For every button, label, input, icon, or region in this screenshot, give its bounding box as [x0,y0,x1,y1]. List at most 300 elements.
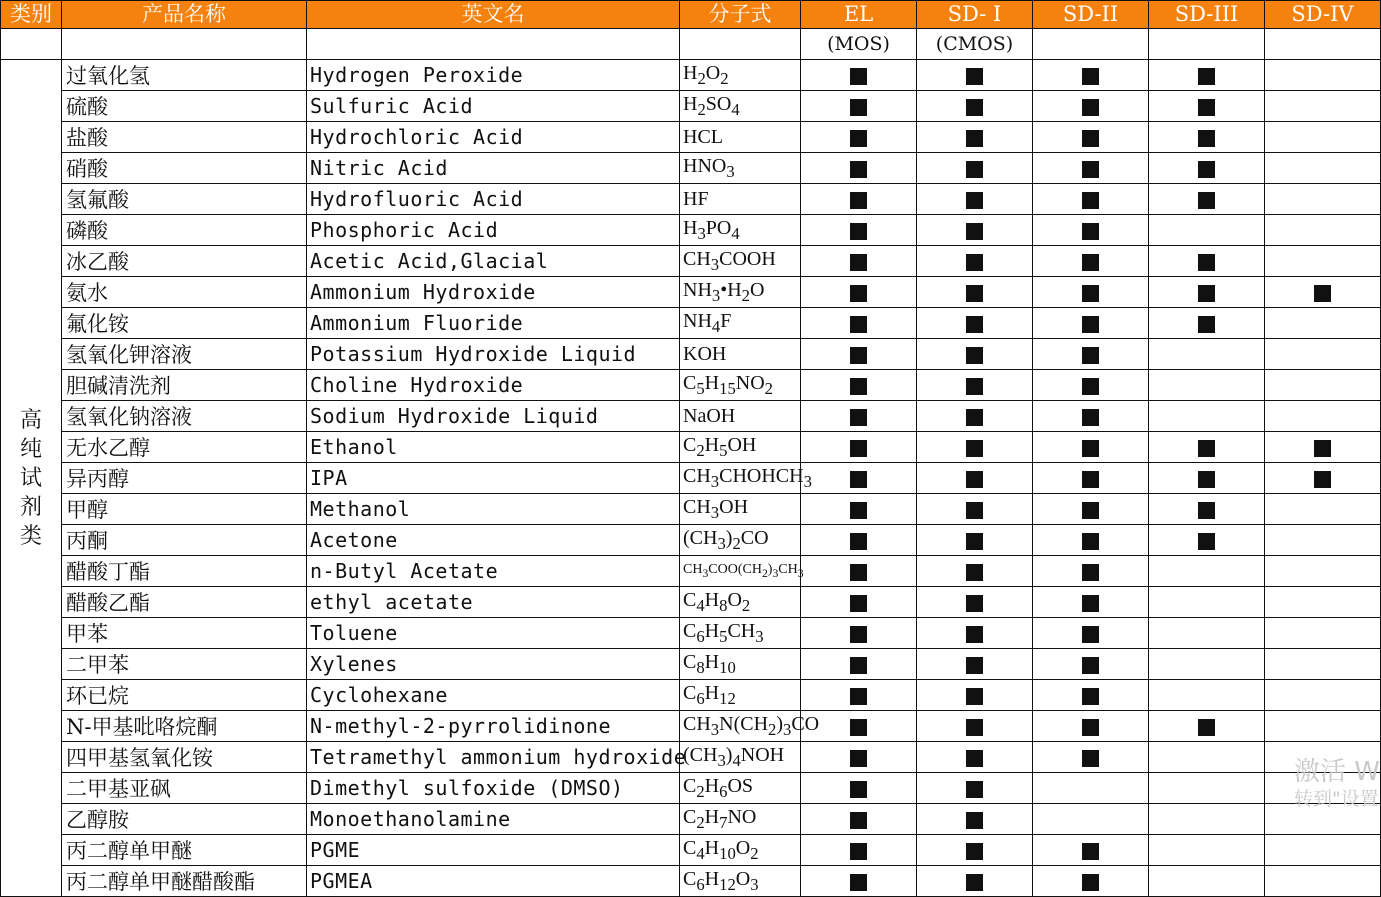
grade-cell [1149,587,1265,618]
table-row [1,804,1381,835]
formula-cell: $CH_3COO(CH_2)_3CH_3$ [680,556,801,587]
grade-cell [1265,184,1381,215]
product-name-cell: 过氧化氢 [62,60,307,91]
filled-square-icon [966,471,983,488]
product-name-cell: 甲苯 [62,618,307,649]
english-name-cell: Nitric Acid [307,153,680,184]
english-name-cell: Hydrofluoric Acid [307,184,680,215]
filled-square-icon [966,502,983,519]
subheader-cell [1,29,62,60]
product-name-cell: 冰乙酸 [62,246,307,277]
filled-square-icon [850,440,867,457]
table-row [1,60,1381,91]
grade-cell [1149,91,1265,122]
grade-cell [917,246,1033,277]
grade-cell [801,494,917,525]
grade-cell [1033,122,1149,153]
product-name-cell: 二甲苯 [62,649,307,680]
filled-square-icon [966,781,983,798]
filled-square-icon [1198,316,1215,333]
filled-square-icon [850,502,867,519]
grade-cell [917,711,1033,742]
english-name-cell: Tetramethyl ammonium hydroxide [307,742,680,773]
filled-square-icon [1198,440,1215,457]
grade-cell [917,649,1033,680]
english-name-cell: Xylenes [307,649,680,680]
category-cell [1,60,62,897]
table-row [1,91,1381,122]
header-product-name: 产品名称 [62,1,307,29]
grade-cell [1149,153,1265,184]
english-name-cell: PGME [307,835,680,866]
product-name-cell: 氢氧化钠溶液 [62,401,307,432]
filled-square-icon [850,68,867,85]
grade-cell [1265,91,1381,122]
grade-cell [1265,618,1381,649]
formula-cell: $H_3PO_4$ [680,215,801,246]
product-name-cell: 丙二醇单甲醚 [62,835,307,866]
filled-square-icon [1082,595,1099,612]
filled-square-icon [850,564,867,581]
grade-cell [801,587,917,618]
filled-square-icon [1198,68,1215,85]
filled-square-icon [1082,657,1099,674]
grade-cell [801,432,917,463]
english-name-cell: n-Butyl Acetate [307,556,680,587]
filled-square-icon [1198,130,1215,147]
grade-cell [1149,525,1265,556]
filled-square-icon [966,378,983,395]
table-row [1,835,1381,866]
english-name-cell: IPA [307,463,680,494]
formula-cell: NaOH [680,401,801,432]
grade-cell [917,184,1033,215]
filled-square-icon [1082,533,1099,550]
grade-cell [801,525,917,556]
product-name-cell: 无水乙醇 [62,432,307,463]
filled-square-icon [850,409,867,426]
grade-cell [1149,804,1265,835]
english-name-cell: N-methyl-2-pyrrolidinone [307,711,680,742]
grade-cell [1265,246,1381,277]
filled-square-icon [1198,99,1215,116]
filled-square-icon [1082,471,1099,488]
table-row [1,401,1381,432]
formula-cell: $H_2SO_4$ [680,91,801,122]
english-name-cell: Potassium Hydroxide Liquid [307,339,680,370]
english-name-cell: Ammonium Fluoride [307,308,680,339]
grade-cell [1265,742,1381,773]
filled-square-icon [1082,99,1099,116]
grade-cell [917,370,1033,401]
filled-square-icon [1082,347,1099,364]
filled-square-icon [966,347,983,364]
table-row [1,339,1381,370]
filled-square-icon [1082,161,1099,178]
grade-cell [1149,215,1265,246]
formula-cell: $C_2H_7NO$ [680,804,801,835]
grade-cell [1149,866,1265,897]
filled-square-icon [966,750,983,767]
grade-cell [1265,556,1381,587]
filled-square-icon [966,874,983,891]
product-name-cell: 乙醇胺 [62,804,307,835]
grade-cell [1265,866,1381,897]
grade-cell [1265,153,1381,184]
filled-square-icon [1082,626,1099,643]
filled-square-icon [850,719,867,736]
product-name-cell: 醋酸丁酯 [62,556,307,587]
english-name-cell: Ethanol [307,432,680,463]
formula-cell: $NH_3•H_2O$ [680,277,801,308]
grade-cell [1149,370,1265,401]
product-name-cell: 氢氟酸 [62,184,307,215]
table-row [1,463,1381,494]
grade-cell [1265,432,1381,463]
watermark-line-2: 转到"设置 [1294,788,1379,811]
grade-cell [1033,432,1149,463]
grade-cell [1033,370,1149,401]
table-body [1,60,1381,897]
grade-cell [801,122,917,153]
grade-cell [1149,835,1265,866]
grade-cell [917,153,1033,184]
filled-square-icon [850,192,867,209]
filled-square-icon [1198,161,1215,178]
grade-cell [1033,401,1149,432]
grade-cell [1033,680,1149,711]
filled-square-icon [966,440,983,457]
subheader-cell [1149,29,1265,60]
grade-cell [1149,680,1265,711]
english-name-cell: Acetic Acid,Glacial [307,246,680,277]
grade-cell [1033,773,1149,804]
english-name-cell: ethyl acetate [307,587,680,618]
header-category: 类别 [1,1,62,29]
grade-cell [1265,308,1381,339]
filled-square-icon [1082,719,1099,736]
grade-cell [1033,277,1149,308]
product-name-cell: 氨水 [62,277,307,308]
grade-cell [1265,339,1381,370]
english-name-cell: Methanol [307,494,680,525]
filled-square-icon [850,471,867,488]
filled-square-icon [850,533,867,550]
grade-cell [1265,494,1381,525]
grade-cell [917,401,1033,432]
filled-square-icon [1198,254,1215,271]
subheader-cell [62,29,307,60]
grade-cell [1033,153,1149,184]
product-name-cell: 四甲基氢氧化铵 [62,742,307,773]
grade-cell [1033,308,1149,339]
product-name-cell: 胆碱清洗剂 [62,370,307,401]
grade-cell [1265,277,1381,308]
filled-square-icon [850,99,867,116]
formula-cell: HCL [680,122,801,153]
grade-cell [801,618,917,649]
english-name-cell: Choline Hydroxide [307,370,680,401]
filled-square-icon [966,564,983,581]
grade-cell [801,339,917,370]
filled-square-icon [1082,378,1099,395]
grade-cell [1265,835,1381,866]
grade-cell [801,804,917,835]
table-row [1,680,1381,711]
grade-cell [1149,246,1265,277]
table-row [1,308,1381,339]
table-row [1,184,1381,215]
table-row [1,773,1381,804]
grade-cell [1149,494,1265,525]
filled-square-icon [966,68,983,85]
watermark-line-1: 激活 W [1294,757,1380,787]
english-name-cell: PGMEA [307,866,680,897]
formula-cell: $(CH_3)_2CO$ [680,525,801,556]
header-sd-4: SD-IV [1265,1,1381,29]
filled-square-icon [1082,285,1099,302]
formula-cell: KOH [680,339,801,370]
filled-square-icon [966,285,983,302]
grade-cell [1149,432,1265,463]
table-row [1,649,1381,680]
grade-cell [1033,835,1149,866]
grade-cell [801,742,917,773]
header-sd-3: SD-III [1149,1,1265,29]
filled-square-icon [1082,502,1099,519]
product-name-cell: 异丙醇 [62,463,307,494]
filled-square-icon [1198,471,1215,488]
english-name-cell: Monoethanolamine [307,804,680,835]
filled-square-icon [850,874,867,891]
grade-cell [1033,866,1149,897]
filled-square-icon [1198,192,1215,209]
grade-cell [1033,649,1149,680]
grade-cell [1265,463,1381,494]
grade-cell [1265,773,1381,804]
grade-cell [1033,91,1149,122]
filled-square-icon [1082,192,1099,209]
grade-cell [917,773,1033,804]
grade-cell [1033,339,1149,370]
grade-cell [801,866,917,897]
header-sd-2: SD-II [1033,1,1149,29]
grade-cell [1033,246,1149,277]
filled-square-icon [850,812,867,829]
filled-square-icon [966,657,983,674]
formula-cell: $CH_3N(CH_2)_3CO$ [680,711,801,742]
grade-cell [801,773,917,804]
filled-square-icon [1198,285,1215,302]
filled-square-icon [850,316,867,333]
grade-cell [801,246,917,277]
grade-cell [917,618,1033,649]
grade-cell [1149,122,1265,153]
grade-cell [1265,649,1381,680]
grade-cell [1149,649,1265,680]
filled-square-icon [850,688,867,705]
filled-square-icon [850,285,867,302]
formula-cell: $C_6H_{12}$ [680,680,801,711]
filled-square-icon [1082,688,1099,705]
header-sd-1: SD- I [917,1,1033,29]
grade-cell [917,463,1033,494]
filled-square-icon [850,595,867,612]
filled-square-icon [1314,471,1331,488]
english-name-cell: Ammonium Hydroxide [307,277,680,308]
grade-cell [1149,308,1265,339]
grade-cell [917,742,1033,773]
table-row [1,153,1381,184]
grade-cell [1265,804,1381,835]
grade-cell [1265,525,1381,556]
grade-cell [801,153,917,184]
grade-cell [917,587,1033,618]
filled-square-icon [1314,440,1331,457]
formula-cell: $CH_3COOH$ [680,246,801,277]
product-name-cell: 环已烷 [62,680,307,711]
header-english-name: 英文名 [307,1,680,29]
filled-square-icon [966,316,983,333]
formula-cell: $H_2O_2$ [680,60,801,91]
table-row [1,494,1381,525]
formula-cell: $C_6H_{12}O_3$ [680,866,801,897]
grade-cell [801,277,917,308]
grade-cell [1149,618,1265,649]
grade-cell [1149,184,1265,215]
table-row [1,122,1381,153]
table-row [1,866,1381,897]
english-name-cell: Hydrochloric Acid [307,122,680,153]
filled-square-icon [850,626,867,643]
grade-cell [801,556,917,587]
grade-cell [801,649,917,680]
filled-square-icon [966,533,983,550]
table-row [1,370,1381,401]
table-row [1,277,1381,308]
filled-square-icon [850,130,867,147]
table-row [1,525,1381,556]
filled-square-icon [1082,316,1099,333]
product-name-cell: 甲醇 [62,494,307,525]
filled-square-icon [1082,843,1099,860]
grade-cell [1149,711,1265,742]
grade-cell [801,370,917,401]
grade-cell [1149,742,1265,773]
filled-square-icon [850,347,867,364]
filled-square-icon [850,750,867,767]
grade-cell [801,60,917,91]
filled-square-icon [850,223,867,240]
filled-square-icon [850,657,867,674]
filled-square-icon [1082,750,1099,767]
grade-cell [1149,339,1265,370]
filled-square-icon [966,254,983,271]
filled-square-icon [966,812,983,829]
formula-cell: $CH_3CHOHCH_3$ [680,463,801,494]
grade-cell [917,866,1033,897]
product-name-cell: 磷酸 [62,215,307,246]
english-name-cell: Dimethyl sulfoxide (DMSO) [307,773,680,804]
filled-square-icon [850,254,867,271]
grade-cell [801,463,917,494]
filled-square-icon [966,192,983,209]
filled-square-icon [1198,533,1215,550]
grade-cell [1149,60,1265,91]
grade-cell [1265,215,1381,246]
formula-cell: $CH_3OH$ [680,494,801,525]
grade-cell [801,680,917,711]
table-row [1,711,1381,742]
english-name-cell: Toluene [307,618,680,649]
filled-square-icon [850,161,867,178]
grade-cell [1149,556,1265,587]
table-row [1,618,1381,649]
subheader-el-mos: (MOS) [801,29,917,60]
subheader-cell [1265,29,1381,60]
formula-cell: $C_8H_{10}$ [680,649,801,680]
grade-cell [1265,370,1381,401]
filled-square-icon [1082,130,1099,147]
filled-square-icon [850,843,867,860]
grade-cell [1265,680,1381,711]
formula-cell: HF [680,184,801,215]
formula-cell: $C_6H_5CH_3$ [680,618,801,649]
english-name-cell: Phosphoric Acid [307,215,680,246]
formula-cell: $HNO_3$ [680,153,801,184]
grade-cell [917,835,1033,866]
filled-square-icon [966,223,983,240]
filled-square-icon [1082,874,1099,891]
formula-cell: $C_5H_{15}NO_2$ [680,370,801,401]
grade-cell [801,835,917,866]
grade-cell [1033,184,1149,215]
grade-cell [1033,463,1149,494]
grade-cell [1265,401,1381,432]
grade-cell [1033,618,1149,649]
product-name-cell: N-甲基吡咯烷酮 [62,711,307,742]
subheader-cell [1033,29,1149,60]
table-row [1,432,1381,463]
grade-cell [917,494,1033,525]
grade-cell [917,804,1033,835]
product-name-cell: 二甲基亚砜 [62,773,307,804]
grade-cell [1265,122,1381,153]
grade-cell [1265,60,1381,91]
header-formula: 分子式 [680,1,801,29]
product-name-cell: 硫酸 [62,91,307,122]
filled-square-icon [966,99,983,116]
grade-cell [917,525,1033,556]
product-name-cell: 丙二醇单甲醚醋酸酯 [62,866,307,897]
formula-cell: $C_2H_6OS$ [680,773,801,804]
english-name-cell: Hydrogen Peroxide [307,60,680,91]
grade-cell [917,556,1033,587]
formula-cell: $(CH_3)_4NOH$ [680,742,801,773]
product-name-cell: 硝酸 [62,153,307,184]
formula-cell: $C_4H_{10}O_2$ [680,835,801,866]
filled-square-icon [966,409,983,426]
english-name-cell: Sodium Hydroxide Liquid [307,401,680,432]
grade-cell [1265,711,1381,742]
product-name-cell: 氢氧化钾溶液 [62,339,307,370]
table-row [1,587,1381,618]
grade-cell [917,432,1033,463]
english-name-cell: Sulfuric Acid [307,91,680,122]
table-row [1,556,1381,587]
filled-square-icon [966,843,983,860]
filled-square-icon [966,688,983,705]
